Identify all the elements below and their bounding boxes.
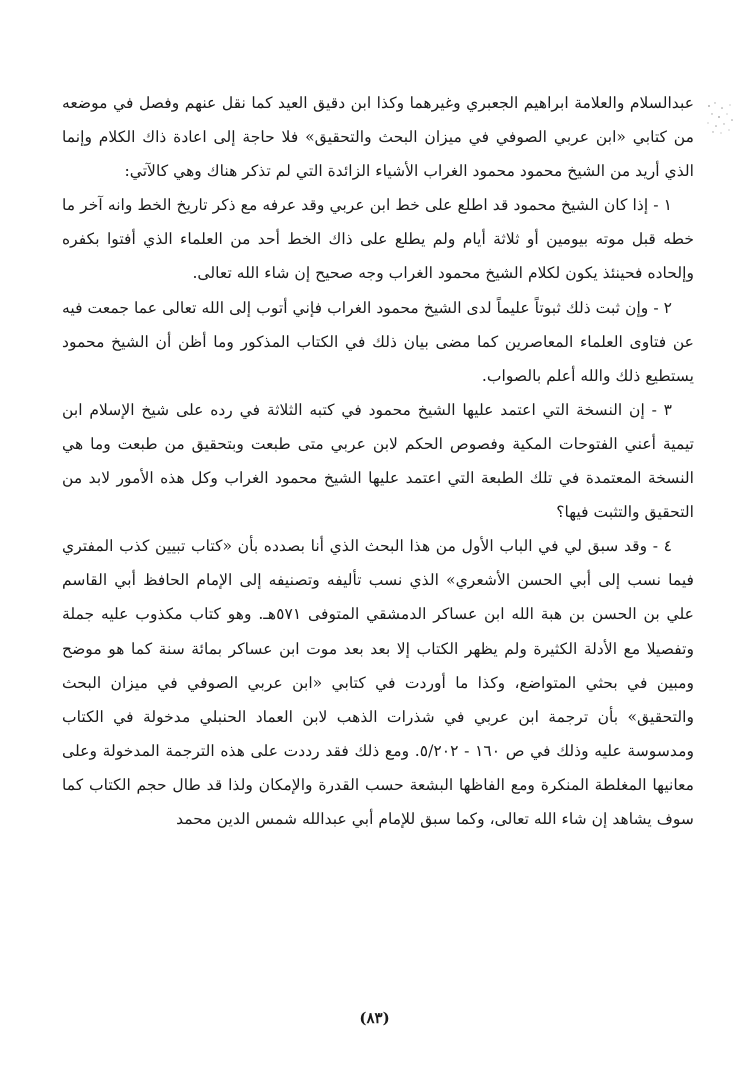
paragraph-intro: عبدالسلام والعلامة ابراهيم الجعبري وغيرهما وكذا ابن دقيق العيد كما نقل عنهم وفصل في موضعه من كتابي «ابن عربي الصوفي في ميزان البحث والتحقيق» فلا حاجة إلى اعادة ذاك الكلام وإنما الذي أريد من الشيخ محمود محمود الغراب الأشياء الزائدة التي لم تذكر هناك وهي كالآتي: [62, 94, 694, 181]
paragraph-point-4: ٤ - وقد سبق لي في الباب الأول من هذا البحث الذي أنا بصدده بأن «كتاب تبيين كذب المفتري فيما نسب إلى أبي الحسن الأشعري» الذي نسب تأليفه وتصنيفه إلى الإمام الحافظ أبي القاسم علي بن الحسن بن هبة الله ابن عساكر الدمشقي المتوفى ٥٧١هـ. وهو كتاب مكذوب عليه جملة وتفصيلا مع الأدلة الكثيرة ولم يظهر الكتاب إلا بعد بعد موت ابن عساكر بمائة سنة كما هو موضح ومبين في بحثي المتواضع، وكذا ما أوردت في كتابي «ابن عربي الصوفي في ميزان البحث والتحقيق» بأن ترجمة ابن عربي في شذرات الذهب لابن العماد الحنبلي مدخولة في الكتاب ومدسوسة عليه وذلك في ص ١٦٠ - ٥/٢٠٢. ومع ذلك فقد رددت على هذه الترجمة المدخولة وعلى معانيها المغلطة المنكرة ومع الفاظها البشعة حسب القدرة والإمكان ولذا قد طال حجم الكتاب كما سوف يشاهد إن شاء الله تعالى، وكما سبق للإمام أبي عبدالله شمس الدين محمد [62, 537, 694, 828]
body-text [62, 86, 694, 836]
scan-speckle-mark [705, 100, 735, 136]
paragraph-point-2: ٢ - وإن ثبت ذلك ثبوتاً عليماً لدى الشيخ محمود الغراب فإني أتوب إلى الله تعالى عما جمعت فيه عن فتاوى العلماء المعاصرين كما مضى بيان ذلك في الكتاب المذكور وما أظن أن الشيخ محمود يستطيع ذلك والله أعلم بالصواب. [62, 298, 694, 385]
page-number: (٨٣) [359, 1009, 390, 1027]
paragraph-point-3: ٣ - إن النسخة التي اعتمد عليها الشيخ محمود في كتبه الثلاثة في رده على شيخ الإسلام ابن تيمية أعني الفتوحات المكية وفصوص الحكم لابن عربي متى طبعت وبتحقيق من طبعت وما هي النسخة المعتمدة في تلك الطبعة التي اعتمد عليها الشيخ محمود الغراب وكل هذه الأمور لابد من التحقيق والتثبت فيها؟ [62, 400, 694, 522]
paragraph-point-1: ١ - إذا كان الشيخ محمود قد اطلع على خط ابن عربي وقد عرفه مع ذكر تاريخ الخط وانه آخر ما خطه قبل موته بيومين أو ثلاثة أيام ولم يطلع على ذاك الخط أحد من العلماء الذي أفتوا بكفره وإلحاده فحينئذ يكون لكلام الشيخ محمود الغراب وجه صحيح إن شاء الله تعالى. [62, 196, 694, 283]
